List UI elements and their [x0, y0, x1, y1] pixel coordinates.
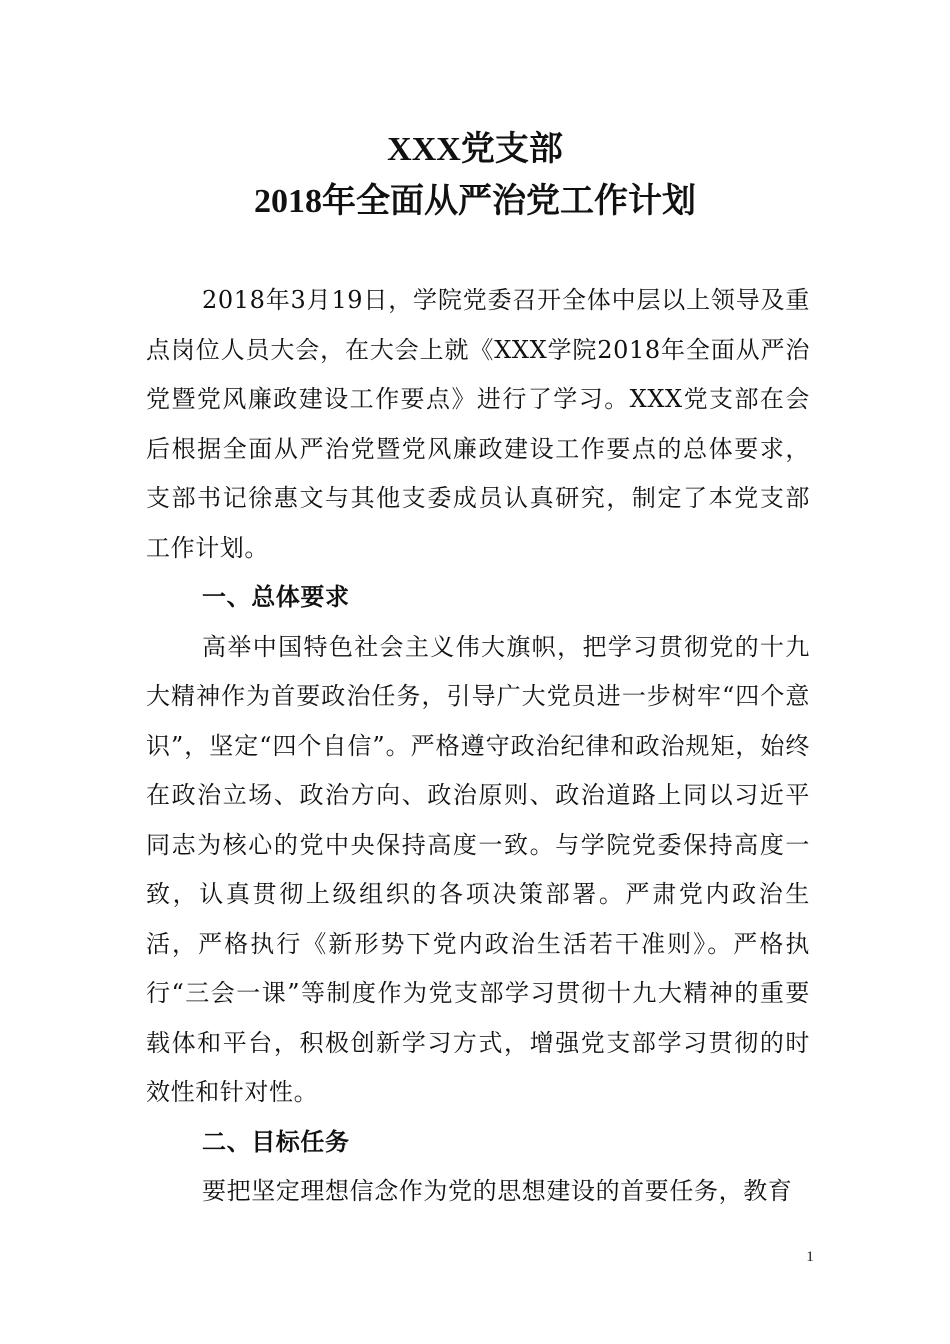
section-heading-overall-requirements: 一、总体要求: [202, 583, 350, 611]
title-line-2: 2018年全面从严治党工作计划: [254, 183, 696, 220]
title-line-1: XXX党支部: [387, 131, 563, 168]
page-number: 1: [806, 1249, 814, 1265]
document-title: [0, 124, 950, 228]
intro-paragraph: 2018年3月19日，学院党委召开全体中层以上领导及重点岗位人员大会，在大会上就《XXX学院2018年全面从严治党暨党风廉政建设工作要点》进行了学习。XXX党支部在会后根据全面从严治党暨党风廉政建设工作要点的总体要求，支部书记徐惠文与其他支委成员认真研究，制定了本党支部工作计划。: [146, 286, 810, 562]
section-goals-tasks-body: 要把坚定理想信念作为党的思想建设的首要任务，教育: [202, 1177, 793, 1205]
document-body: [146, 276, 810, 1217]
section-overall-requirements-body: 高举中国特色社会主义伟大旗帜，把学习贯彻党的十九大精神作为首要政治任务，引导广大党员进一步树牢“四个意识”，坚定“四个自信”。严格遵守政治纪律和政治规矩，始终在政治立场、政治方向、政治原则、政治道路上同以习近平同志为核心的党中央保持高度一致。与学院党委保持高度一致，认真贯彻上级组织的各项决策部署。严肃党内政治生活，严格执行《新形势下党内政治生活若干准则》。严格执行“三会一课”等制度作为党支部学习贯彻十九大精神的重要载体和平台，积极创新学习方式，增强党支部学习贯彻的时效性和针对性。: [146, 632, 810, 1106]
section-heading-goals-tasks: 二、目标任务: [202, 1127, 350, 1156]
